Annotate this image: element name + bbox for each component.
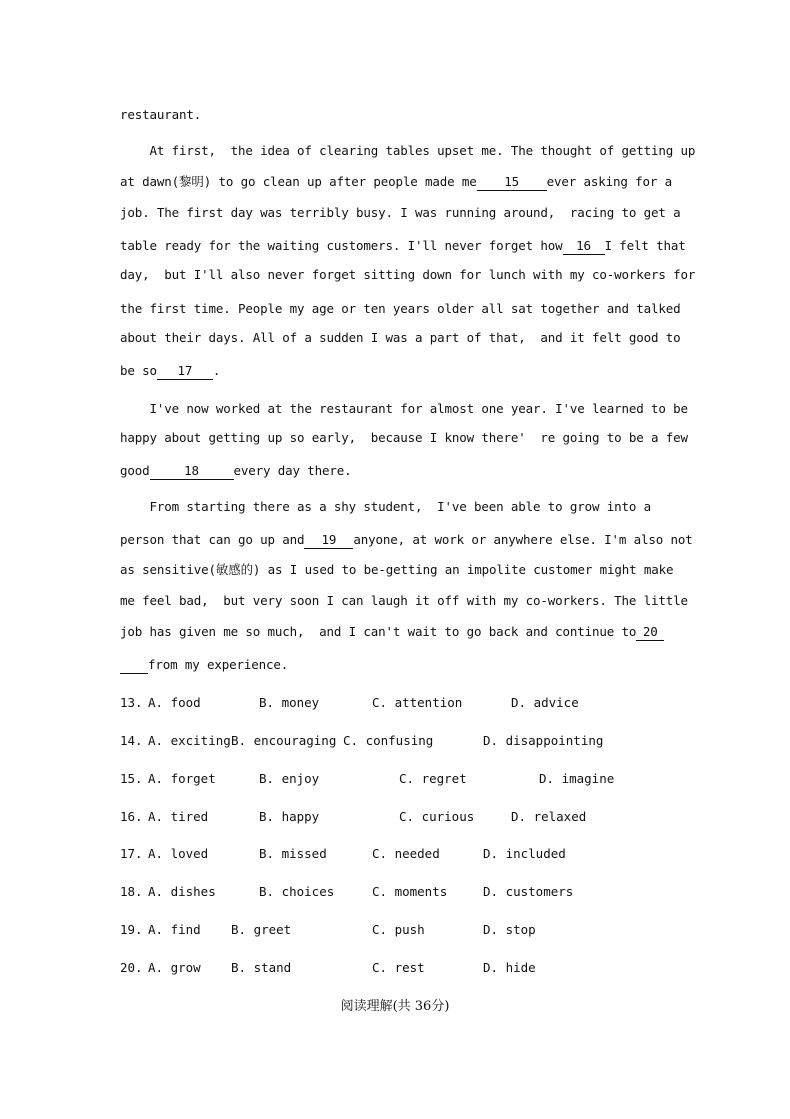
passage-line: At first, the idea of clearing tables upset me. The thought of getting up [120,143,696,158]
passage-line [120,238,686,255]
option-c: C. push [372,922,425,937]
answer-blank-20: 20 [636,624,664,641]
passage-text: . [212,363,221,378]
passage-line: me feel bad, but very soon I can laugh it off with my co-workers. The little [120,593,688,608]
passage-line: happy about getting up so early, because I know there' re going to be a few [120,430,688,445]
passage-line: I've now worked at the restaurant for almost one year. I've learned to be [120,401,688,416]
section-footer: 阅读理解(共 36分) [340,999,450,1014]
passage-line [120,463,352,480]
option-a: A. exciting [148,733,231,748]
option-d: D. relaxed [511,809,587,824]
passage-line: job. The first day was terribly busy. I was running around, racing to get a [120,205,681,220]
option-d: D. disappointing [483,733,604,748]
passage-text: every day there. [233,463,352,478]
option-a: A. find [148,922,201,937]
option-b: B. happy [259,809,320,824]
passage-text: I felt that [604,238,686,253]
option-d: D. customers [483,884,574,899]
passage-line: From starting there as a shy student, I've been able to grow into a [120,499,652,514]
answer-blank-18: 18 [150,463,234,480]
option-c: C. moments [372,884,448,899]
option-d: D. included [483,846,566,861]
option-b: B. money [259,695,320,710]
answer-blank-16: 16 [563,238,605,255]
option-b: B. encouraging [231,733,337,748]
option-c: C. curious [399,809,475,824]
question-number: 19. [120,922,143,937]
option-d: D. imagine [539,771,615,786]
option-b: B. choices [259,884,335,899]
option-d: D. stop [483,922,536,937]
option-b: B. greet [231,922,292,937]
option-b: B. enjoy [259,771,320,786]
passage-line: as sensitive(敏感的) as I used to be-getting an impolite customer might make [120,562,674,577]
answer-blank-19: 19 [304,532,353,549]
question-number: 16. [120,809,143,824]
passage-line: about their days. All of a sudden I was a part of that, and it felt good to [120,330,681,345]
option-a: A. loved [148,846,209,861]
question-number: 13. [120,695,143,710]
passage-line [120,363,220,380]
passage-text: table ready for the waiting customers. I'll never forget how [120,238,563,253]
option-a: A. dishes [148,884,216,899]
option-a: A. tired [148,809,209,824]
option-c: C. rest [372,960,425,975]
passage-line [120,532,693,549]
option-c: C. needed [372,846,440,861]
question-number: 14. [120,733,143,748]
option-a: A. food [148,695,201,710]
question-number: 20. [120,960,143,975]
option-c: C. confusing [343,733,434,748]
option-b: B. missed [259,846,327,861]
answer-blank-17: 17 [157,363,213,380]
answer-blank-20-continued [120,657,148,674]
passage-text: anyone, at work or anywhere else. I'm also not [353,532,693,547]
option-a: A. grow [148,960,201,975]
passage-text: from my experience. [148,657,289,672]
question-number: 17. [120,846,143,861]
passage-text: person that can go up and [120,532,305,547]
passage-line [120,174,672,191]
passage-line: the first time. People my age or ten years older all sat together and talked [120,301,681,316]
option-a: A. forget [148,771,216,786]
option-c: C. regret [399,771,467,786]
passage-text: at dawn(黎明) to go clean up after people made me [120,174,477,189]
passage-line [120,624,664,641]
option-d: D. advice [511,695,579,710]
passage-text: good [120,463,150,478]
answer-blank-15: 15 [477,174,547,191]
passage-line [120,657,288,674]
question-number: 15. [120,771,143,786]
passage-text: be so [120,363,157,378]
passage-line: day, but I'll also never forget sitting down for lunch with my co-workers for [120,267,696,282]
passage-text: ever asking for a [546,174,672,189]
option-d: D. hide [483,960,536,975]
question-number: 18. [120,884,143,899]
option-c: C. attention [372,695,463,710]
passage-line: restaurant. [120,107,202,122]
passage-text: job has given me so much, and I can't wait to go back and continue to [120,624,637,639]
option-b: B. stand [231,960,292,975]
